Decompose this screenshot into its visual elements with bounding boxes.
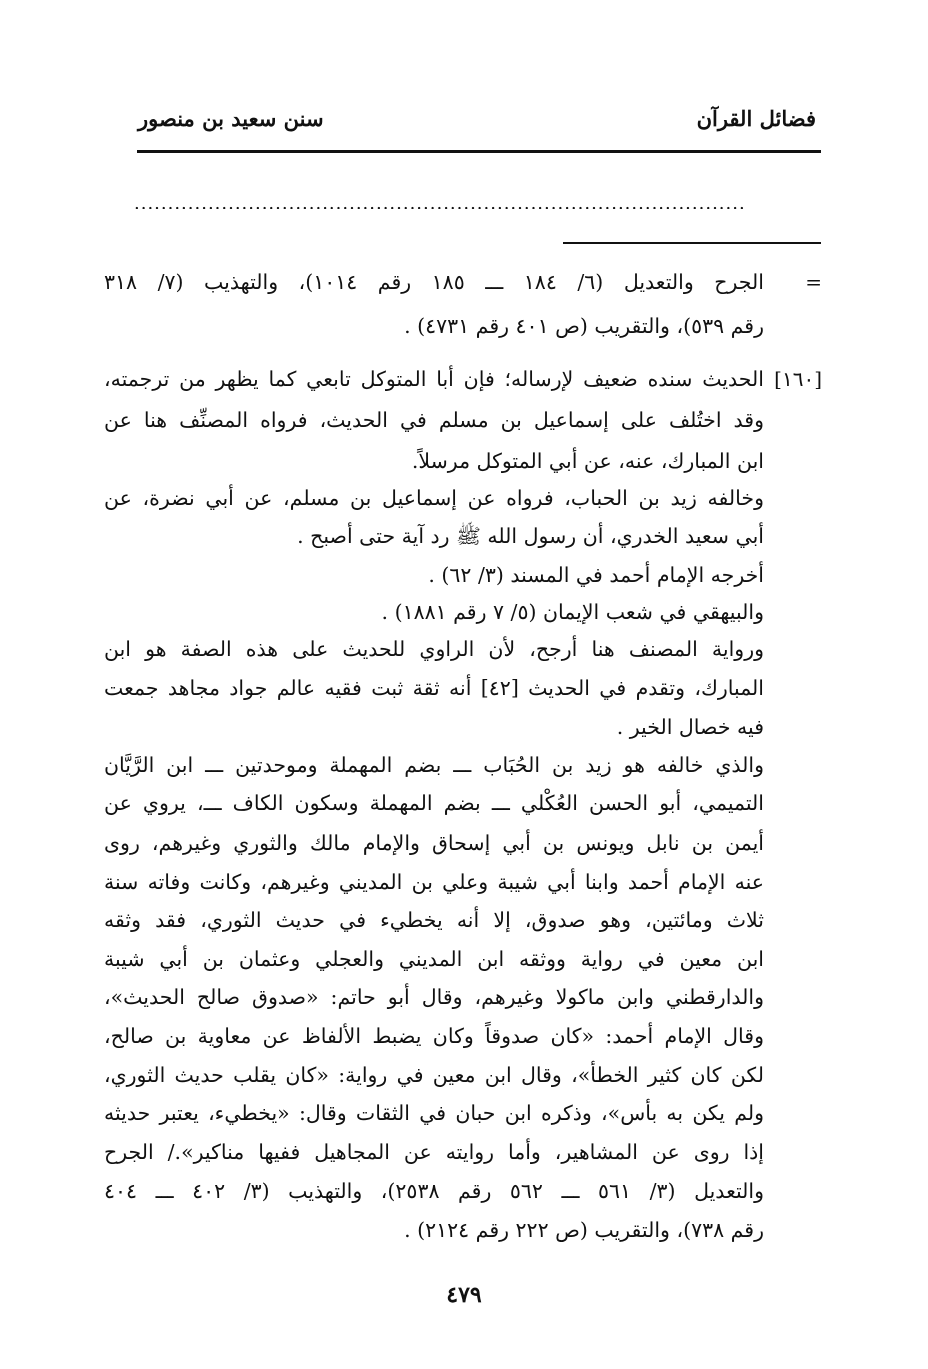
note-line: ثلاث ومائتين، وهو صدوق، إلا أنه يخطيء في حديث الثوري، فقد وثقه: [104, 908, 764, 932]
footnote-separator-rule: [563, 242, 821, 244]
continuation-marker: =: [805, 270, 822, 294]
note-line: والتعديل (٣/ ٥٦١ ـــ ٥٦٢ رقم ٢٥٣٨)، والتهذيب (٣/ ٤٠٢ ـــ ٤٠٤: [104, 1179, 764, 1203]
note-line: المبارك، وتقدم في الحديث [٤٢] أنه ثقة ثبت فقيه عالم جواد مجاهد جمعت: [104, 676, 764, 700]
note-line: الحديث سنده ضعيف لإرساله؛ فإن أبا المتوكل تابعي كما يظهر من ترجمته،: [104, 367, 764, 391]
note-line: رقم ٧٣٨)، والتقريب (ص ٢٢٢ رقم ٢١٢٤) .: [404, 1218, 764, 1242]
note-line: والذي خالفه هو زيد بن الحُبَاب ـــ بضم المهملة وموحدتين ـــ ابن الرَّيَّان: [104, 753, 764, 777]
note-line: وقد اختُلف على إسماعيل بن مسلم في الحديث، فرواه المصنِّف هنا عن: [104, 408, 764, 432]
note-line: التميمي، أبو الحسن العُكْلي ـــ بضم المهملة وسكون الكاف ـــ، يروي عن: [104, 791, 764, 815]
note-line: ورواية المصنف هنا أرجح، لأن الراوي للحديث على هذه الصفة هو ابن: [104, 637, 764, 661]
separator-dots: ...........................................................................................: [134, 193, 746, 209]
footnote-line: الجرح والتعديل (٦/ ١٨٤ ـــ ١٨٥ رقم ١٠١٤)، والتهذيب (٧/ ٣١٨: [104, 270, 764, 294]
note-line: وقال الإمام أحمد: «كان صدوقاً وكان يضبط الألفاظ عن معاوية بن صالح،: [104, 1024, 764, 1048]
header-rule: [137, 150, 821, 153]
note-line: أبي سعيد الخدري، أن رسول الله ﷺ رد آية حتى أصبح .: [297, 524, 764, 548]
header-book-section-title: فضائل القرآن: [696, 106, 816, 131]
footnote-line: رقم ٥٣٩)، والتقريب (ص ٤٠١ رقم ٤٧٣١) .: [404, 314, 764, 338]
note-line: إذا روى عن المشاهير، وأما روايته عن المجاهيل ففيها مناكير»./ الجرح: [104, 1140, 764, 1164]
note-line: أخرجه الإمام أحمد في المسند (٣/ ٦٢) .: [428, 563, 764, 587]
note-line: عنه الإمام أحمد وابنا أبي شيبة وعلي بن المديني وغيرهم، وكانت وفاته سنة: [104, 870, 764, 894]
note-line: ابن المبارك، عنه، عن أبي المتوكل مرسلاً.: [411, 449, 764, 473]
note-line: وخالفه زيد بن الحباب، فرواه عن إسماعيل بن مسلم، عن أبي نضرة، عن: [104, 486, 764, 510]
header-book-title: سنن سعيد بن منصور: [138, 106, 324, 131]
note-line: والدارقطني وابن ماكولا وغيرهم، وقال أبو حاتم: «صدوق صالح الحديث»،: [104, 985, 764, 1009]
note-number: [١٦٠]: [774, 367, 822, 391]
note-line: أيمن بن نابل ويونس بن أبي إسحاق والإمام مالك والثوري وغيرهم، روى: [104, 831, 764, 855]
note-line: لكن كان كثير الخطأ»، وقال ابن معين في رواية: «كان يقلب حديث الثوري،: [104, 1063, 764, 1087]
note-line: ولم يكن به بأس»، وذكره ابن حبان في الثقات وقال: «يخطيء، يعتبر حديثه: [104, 1101, 764, 1125]
note-line: والبيهقي في شعب الإيمان (٥/ ٧ رقم ١٨٨١) .: [381, 600, 764, 624]
note-line: فيه خصال الخير .: [616, 715, 764, 739]
note-line: ابن معين في رواية ووثقه ابن المديني والعجلي وعثمان بن أبي شيبة: [104, 947, 764, 971]
page-number: ٤٧٩: [446, 1282, 482, 1308]
